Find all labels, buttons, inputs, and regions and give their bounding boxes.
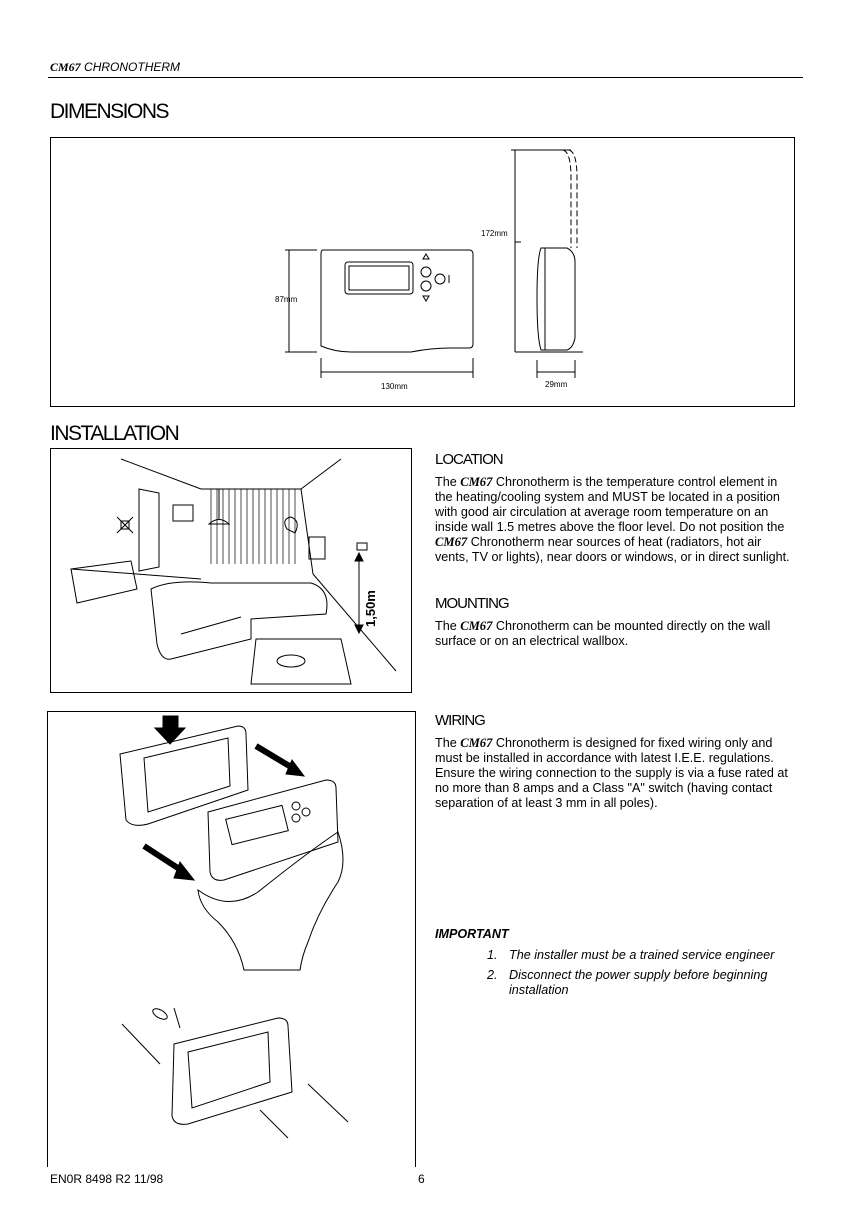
important-item (487, 968, 797, 998)
important-item-number: 1. (487, 948, 498, 962)
dimensions-figure (50, 137, 795, 407)
running-header (50, 60, 180, 75)
important-list (487, 948, 797, 1003)
cable-label: 172mm (481, 229, 508, 238)
height-label: 87mm (275, 295, 298, 304)
wiring-text (435, 736, 797, 811)
wiring-drawing (48, 712, 415, 1166)
mounting-text-a: The (435, 619, 461, 633)
installation-title: INSTALLATION (50, 422, 179, 445)
header-model: CM67 (50, 60, 81, 74)
location-model-1: CM67 (460, 475, 493, 489)
important-heading: IMPORTANT (435, 927, 509, 941)
location-heading: LOCATION (435, 451, 503, 468)
wiring-text-a: The (435, 736, 461, 750)
dimensions-title: DIMENSIONS (50, 100, 169, 123)
room-illustration (50, 448, 412, 693)
wiring-model: CM67 (460, 736, 493, 750)
location-text-a: The (435, 475, 461, 489)
footer-doc-id: EN0R 8498 R2 11/98 (50, 1172, 164, 1186)
location-text-c: Chronotherm near sources of heat (radiators, hot air vents, TV or lights), near doors or windows, or in direct sunlight. (435, 535, 790, 564)
mounting-model: CM67 (460, 619, 493, 633)
header-title: CHRONOTHERM (84, 60, 181, 74)
footer-page-number: 6 (418, 1172, 425, 1186)
dimensions-drawing (51, 138, 794, 406)
room-height-label: 1,50m (363, 590, 378, 627)
header-rule (48, 77, 803, 78)
important-item (487, 948, 797, 963)
important-item-number: 2. (487, 968, 498, 982)
wiring-illustration (47, 711, 416, 1167)
important-item-text: The installer must be a trained service engineer (509, 948, 775, 962)
width-label: 130mm (381, 382, 408, 391)
mounting-text-b: Chronotherm can be mounted directly on the wall surface or on an electrical wallbox. (435, 619, 771, 648)
important-item-text: Disconnect the power supply before beginning installation (509, 968, 768, 997)
location-model-2: CM67 (435, 535, 468, 549)
mounting-text (435, 619, 797, 649)
wiring-heading: WIRING (435, 712, 485, 729)
location-text-b: Chronotherm is the temperature control element in the heating/cooling system and MUST be located in a position with good air circulation at average room temperature on an inside wall 1.5 metres above the floor level. Do not position the (435, 475, 785, 534)
wiring-text-b: Chronotherm is designed for fixed wiring only and must be installed in accordance with latest I.E.E. regulations. Ensure the wiring connection to the supply is via a fuse rated at no more than 8 amps and a Class "A" switch (having contact separation of at least 3 mm in all poles). (435, 736, 788, 810)
room-drawing (51, 449, 411, 692)
depth-label: 29mm (545, 380, 568, 389)
mounting-heading: MOUNTING (435, 595, 509, 612)
location-text (435, 475, 797, 565)
